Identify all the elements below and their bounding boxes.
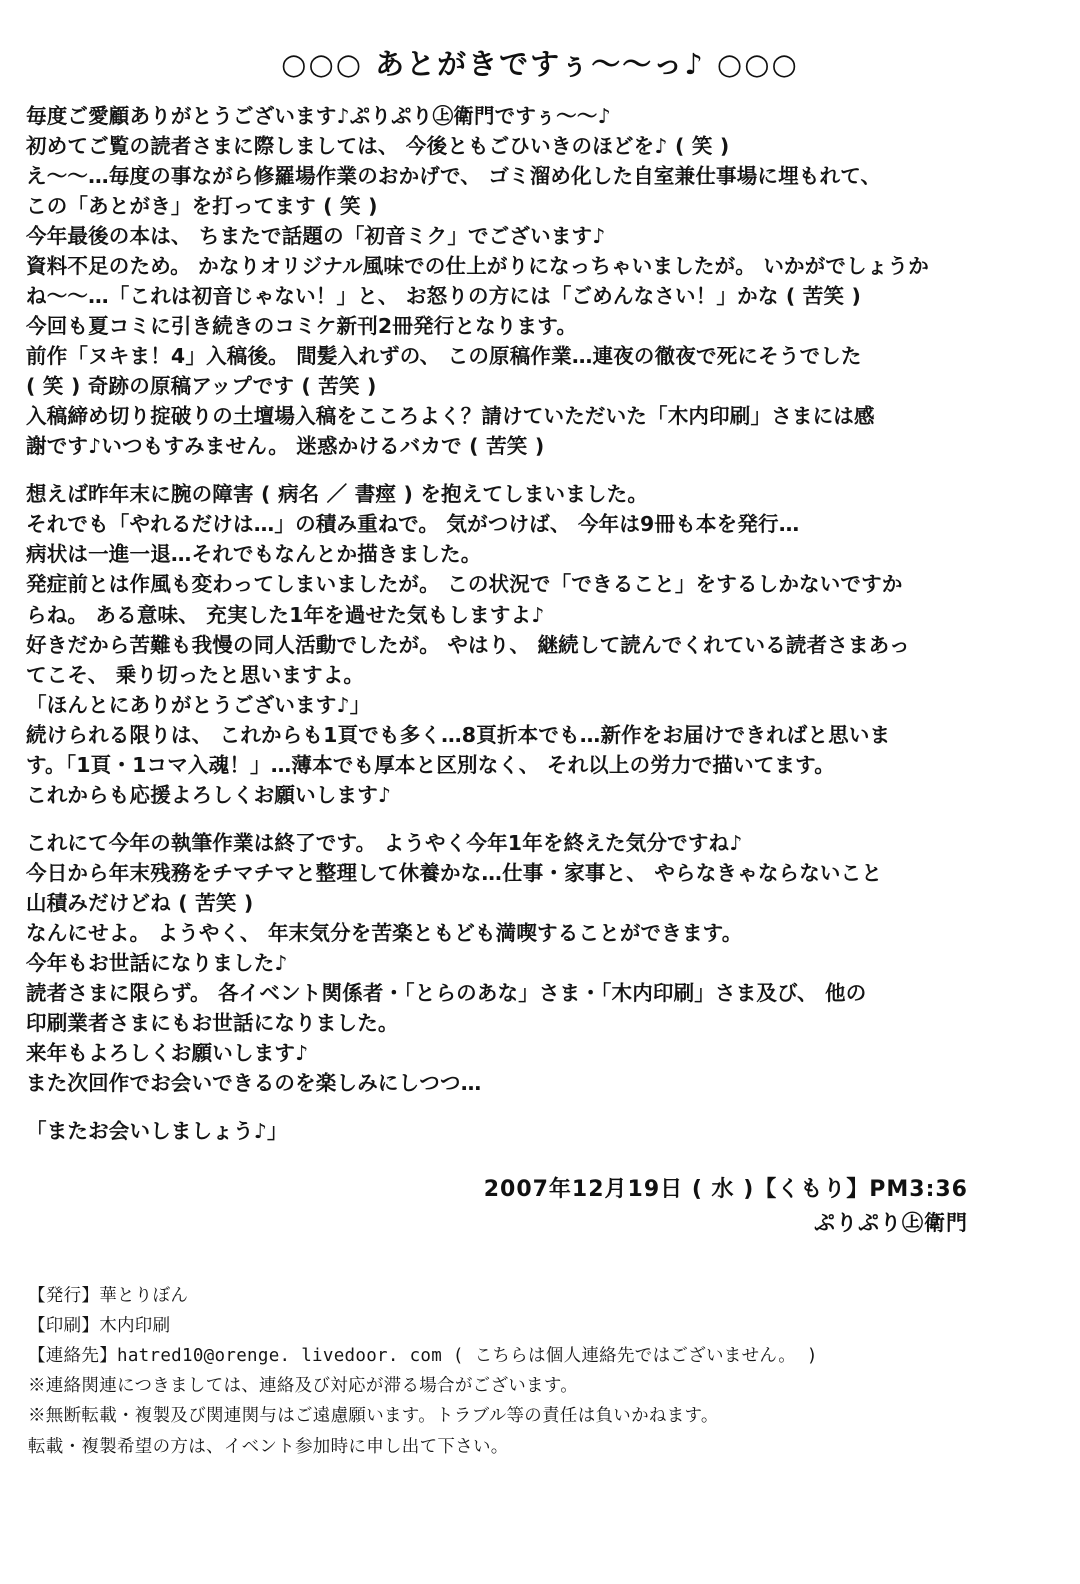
text-line: え～～…毎度の事ながら修羅場作業のおかげで、 ゴミ溜め化した自室兼仕事場に埋もれて、 [26,164,882,189]
signature-date: 2007年12月19日 ( 水 )【くもり】PM3:36 [483,1177,968,1203]
signature [26,1172,1052,1237]
text-line: 続けられる限りは、 これからも1頁でも多く…8頁折本でも…新作をお届けできればと思いま [26,722,891,747]
colophon-line-notice-1: ※連絡関連につきましては、連絡及び対応が滞る場合がございます。 [28,1376,579,1397]
text-line: 山積みだけどね ( 苦笑 ) [26,890,254,915]
text-line: 印刷業者さまにもお世話になりました。 [26,1010,399,1035]
page-title: ○○○ あとがきですぅ～～っ♪ ○○○ [281,47,799,81]
signature-author: ぷりぷり㊤衛門 [814,1211,968,1236]
text-line: 好きだから苦難も我慢の同人活動でしたが。 やはり、 継続して読んでくれている読者さまあっ [26,632,910,657]
text-line: 想えば昨年末に腕の障害 ( 病名 ／ 書痙 ) を抱えてしまいました。 [26,482,649,507]
text-line: 「またお会いしましょう♪」 [26,1119,288,1143]
colophon-line-contact: 【連絡先】hatred10@orenge. livedoor. com ( こちらは個人連絡先ではございません。 ) [28,1346,818,1367]
colophon-line-printer: 【印刷】木内印刷 [28,1316,171,1337]
text-line: これからも応援よろしくお願いします♪ [26,782,392,807]
text-line: 病状は一進一退…それでもなんとか描きました。 [26,542,482,567]
colophon-line-notice-3: 転載・複製希望の方は、イベント参加時に申し出て下さい。 [28,1436,509,1457]
text-line: 来年もよろしくお願いします♪ [26,1040,309,1065]
text-line: なんにせよ。 ようやく、 年末気分を苦楽ともども満喫することができます。 [26,920,743,945]
afterword-body [26,101,1052,1237]
text-line: 入稿締め切り掟破りの土壇場入稿をこころよく？請けていただいた「木内印刷」さまには感 [26,404,875,429]
afterword-intro [26,101,1052,461]
text-line: 今年もお世話になりました♪ [26,950,288,975]
text-line: ( 笑 ) 奇跡の原稿アップです ( 苦笑 ) [26,374,377,399]
colophon [28,1281,1054,1462]
text-line: 資料不足のため。 かなりオリジナル風味での仕上がりになっちゃいましたが。 いかがでしょうか [26,254,929,279]
afterword-health [26,479,1052,809]
afterword-farewell [26,1116,1052,1146]
text-line: 毎度ご愛顧ありがとうございます♪ぷりぷり㊤衛門ですぅ～～♪ [26,104,611,128]
text-line: また次回作でお会いできるのを楽しみにしつつ… [26,1070,482,1095]
text-line: この「あとがき」を打ってます ( 笑 ) [26,194,378,219]
text-line: 前作「ヌキま！4」入稿後。 間髪入れずの、 この原稿作業…連夜の徹夜で死にそうでした [26,344,862,369]
text-line: 今日から年末残務をチマチマと整理して休養かな…仕事・家事と、 やらなきゃならないこと [26,860,883,885]
text-line: 読者さまに限らず。 各イベント関係者・「とらのあな」さま・「木内印刷」さま及び、 他の [26,980,867,1005]
text-line: す。「1頁・1コマ入魂！」…薄本でも厚本と区別なく、 それ以上の労力で描いてます。 [26,752,835,777]
text-line: 今年最後の本は、 ちまたで話題の「初音ミク」でございます♪ [26,224,606,249]
text-line: 発症前とは作風も変わってしまいましたが。 この状況で「できること」をするしかないですか [26,572,903,597]
text-line: それでも「やれるだけは…」の積み重ねで。 気がつけば、 今年は9冊も本を発行… [26,512,800,537]
text-line: 「ほんとにありがとうございます♪」 [26,692,371,717]
text-line: これにて今年の執筆作業は終了です。 ようやく今年1年を終えた気分ですね♪ [26,830,743,855]
text-line: 今回も夏コミに引き続きのコミケ新刊2冊発行となります。 [26,314,578,339]
colophon-line-notice-2: ※無断転載・複製及び関連関与はご遠慮願います。トラブル等の責任は負いかねます。 [28,1406,719,1427]
text-line: てこそ、 乗り切ったと思いますよ。 [26,662,365,687]
text-line: ね～～…「これは初音じゃない！」と、 お怒りの方には「ごめんなさい！」かな ( 苦笑 ) [26,284,862,309]
text-line: らね。 ある意味、 充実した1年を過せた気もしますよ♪ [26,602,545,627]
text-line: 初めてご覧の読者さまに際しましては、 今後ともごひいきのほどを♪ ( 笑 ) [26,134,730,159]
text-line: 謝です♪いつもすみません。 迷惑かけるバカで ( 苦笑 ) [26,434,545,459]
afterword-closing [26,828,1052,1098]
colophon-line-publisher: 【発行】華とりぼん [28,1286,189,1307]
